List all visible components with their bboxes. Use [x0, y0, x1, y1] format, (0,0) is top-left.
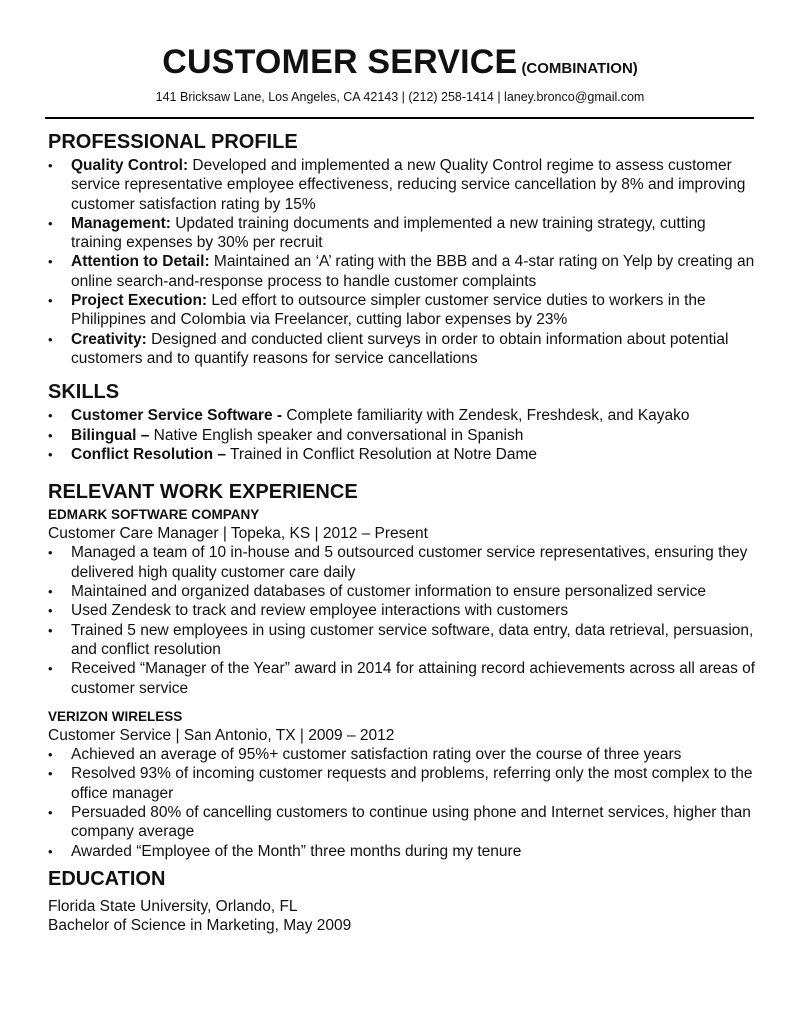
- skill-item-text: Native English speaker and conversational in Spanish: [149, 426, 524, 444]
- job-bullet: • Resolved 93% of incoming customer requests and problems, referring only the most complex to the office manager: [48, 764, 756, 803]
- education-section: [48, 865, 756, 936]
- section-heading-profile: PROFESSIONAL PROFILE: [48, 131, 298, 153]
- profile-item: [48, 330, 756, 369]
- job-bullet: • Trained 5 new employees in using customer service software, data entry, data retrieval, persuasion, and conflict resolution: [48, 621, 756, 660]
- profile-item-text: Developed and implemented a new Quality Control regime to assess customer service representative employee effectiveness, reducing service cancellation by 8% and improving customer satisfaction rating by 15%: [71, 157, 746, 213]
- section-heading-skills: SKILLS: [48, 381, 120, 404]
- professional-profile-section: [48, 128, 756, 368]
- job-role: Customer Service | San Antonio, TX | 2009 – 2012: [48, 726, 395, 744]
- profile-item-lead: Attention to Detail:: [71, 253, 210, 271]
- skills-list: [48, 406, 756, 464]
- resume-title: CUSTOMER SERVICE: [162, 43, 518, 81]
- skill-item-lead: Conflict Resolution –: [71, 445, 226, 463]
- job-bullets: [48, 745, 756, 861]
- skill-item: [48, 406, 756, 425]
- profile-item-lead: Management:: [71, 214, 171, 232]
- header-divider: [45, 117, 754, 119]
- resume-subtitle: (COMBINATION): [521, 60, 638, 77]
- skill-item-lead: Bilingual –: [71, 426, 150, 444]
- job-entry: [48, 708, 756, 861]
- profile-item: [48, 156, 756, 214]
- skill-item-text: Trained in Conflict Resolution at Notre Dame: [226, 445, 538, 463]
- profile-list: [48, 156, 756, 368]
- spacer: [48, 368, 756, 378]
- spacer: [48, 464, 756, 478]
- profile-item-text: Designed and conducted client surveys in order to obtain information about potential customers and to quantify reasons for service cancellations: [71, 330, 729, 367]
- skill-item: [48, 445, 756, 464]
- job-bullet: • Persuaded 80% of cancelling customers to continue using phone and Internet services, higher than company average: [48, 803, 756, 842]
- job-bullets: [48, 543, 756, 697]
- section-heading-experience: RELEVANT WORK EXPERIENCE: [48, 481, 358, 504]
- work-experience-section: [48, 478, 756, 861]
- skill-item-lead: Customer Service Software -: [71, 407, 283, 425]
- spacer: [48, 698, 756, 708]
- profile-item: [48, 291, 756, 330]
- job-bullet: • Received “Manager of the Year” award in 2014 for attaining record achievements across all areas of customer service: [48, 659, 756, 698]
- profile-item: [48, 252, 756, 291]
- education-degree: Bachelor of Science in Marketing, May 2009: [48, 917, 352, 935]
- profile-item-lead: Quality Control:: [71, 157, 189, 174]
- contact-line: 141 Bricksaw Lane, Los Angeles, CA 42143 | (212) 258-1414 | laney.bronco@gmail.com: [155, 90, 645, 104]
- section-heading-education: EDUCATION: [48, 867, 166, 890]
- resume-header: [0, 42, 800, 82]
- profile-item-lead: Project Execution:: [71, 292, 208, 310]
- skill-item-text: Complete familiarity with Zendesk, Freshdesk, and Kayako: [282, 407, 690, 425]
- job-role: Customer Care Manager | Topeka, KS | 2012 – Present: [48, 525, 428, 543]
- skill-item: [48, 426, 756, 445]
- job-bullet: • Awarded “Employee of the Month” three months during my tenure: [48, 842, 756, 861]
- education-school: Florida State University, Orlando, FL: [48, 897, 298, 915]
- profile-item-text: Maintained an ‘A’ rating with the BBB and a 4-star rating on Yelp by creating an online search-and-response process to handle customer complaints: [71, 253, 755, 290]
- job-entry: [48, 506, 756, 698]
- job-bullet: • Managed a team of 10 in-house and 5 outsourced customer service representatives, ensuring they delivered high quality customer care daily: [48, 543, 756, 582]
- job-bullet: • Used Zendesk to track and review employee interactions with customers: [48, 601, 756, 620]
- job-bullet: • Achieved an average of 95%+ customer satisfaction rating over the course of three years: [48, 745, 756, 764]
- profile-item-lead: Creativity:: [71, 330, 147, 348]
- skills-section: [48, 378, 756, 464]
- profile-item-text: Led effort to outsource simpler customer service duties to workers in the Philippines and Colombia via Freelancer, cutting labor expenses by 23%: [71, 292, 706, 329]
- profile-item-text: Updated training documents and implemented a new training strategy, cutting training expenses by 30% per recruit: [71, 214, 706, 252]
- profile-item: [48, 214, 756, 253]
- job-company: VERIZON WIRELESS: [48, 708, 183, 724]
- job-company: EDMARK SOFTWARE COMPANY: [48, 507, 260, 523]
- job-bullet: • Maintained and organized databases of customer information to ensure personalized service: [48, 582, 756, 601]
- resume-body: [48, 128, 756, 936]
